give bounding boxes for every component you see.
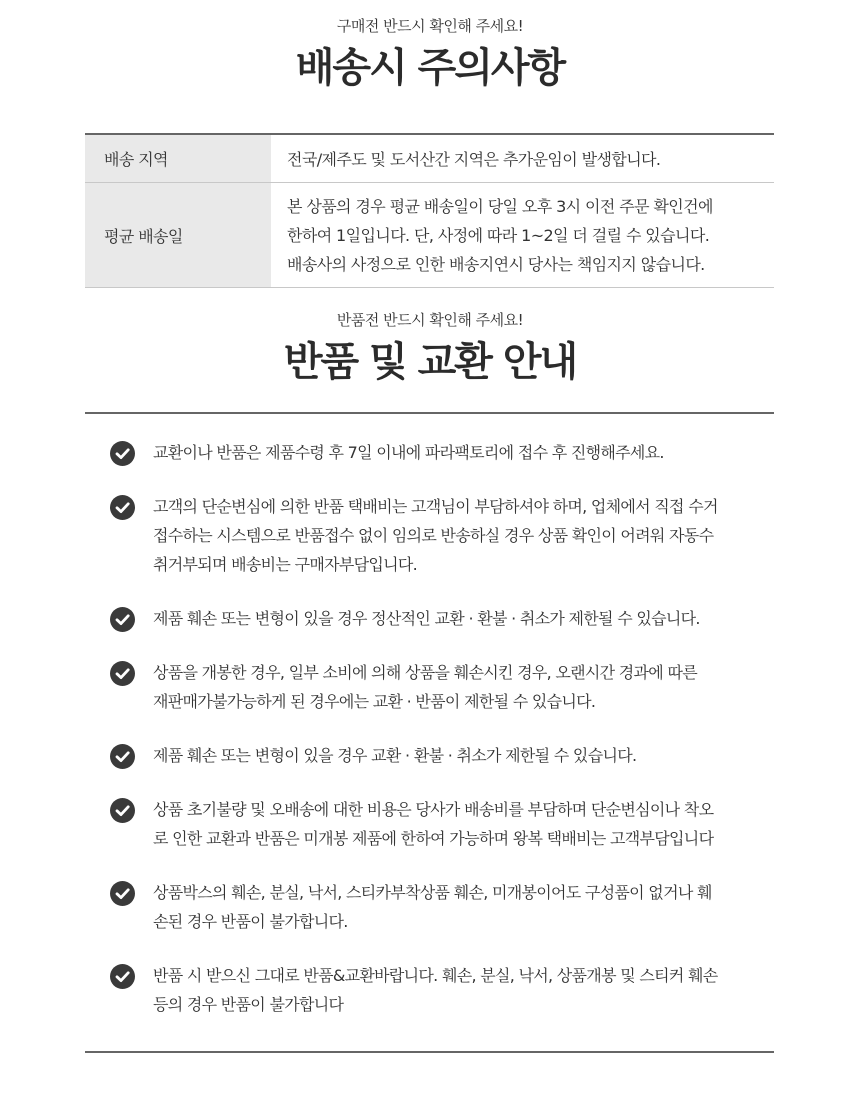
shipping-header bbox=[0, 0, 860, 96]
notice-line: 상품박스의 훼손, 분실, 낙서, 스티카부착상품 훼손, 미개봉이어도 구성품이 없거나 훼 bbox=[153, 883, 712, 902]
list-item bbox=[110, 878, 780, 936]
notice-line: 손된 경우 반품이 불가합니다. bbox=[153, 912, 348, 931]
returns-title: 반품 및 교환 안내 bbox=[283, 339, 577, 385]
shipping-area-line: 전국/제주도 및 도서산간 지역은 추가운임이 발생합니다. bbox=[287, 150, 661, 169]
notice-line: 교환이나 반품은 제품수령 후 7일 이내에 파라팩토리에 접수 후 진행해주세요. bbox=[153, 443, 664, 462]
section-divider-top bbox=[85, 412, 774, 414]
shipping-title: 배송시 주의사항 bbox=[295, 45, 565, 91]
returns-eyebrow: 반품전 반드시 확인해 주세요! bbox=[336, 311, 524, 329]
list-item bbox=[110, 961, 780, 1019]
list-item bbox=[110, 492, 780, 579]
notice-line: 제품 훼손 또는 변형이 있을 경우 교환 · 환불 · 취소가 제한될 수 있습니다. bbox=[153, 746, 637, 765]
avg-delivery-line: 배송사의 사정으로 인한 배송지연시 당사는 책임지지 않습니다. bbox=[287, 254, 705, 274]
list-item bbox=[110, 658, 780, 716]
check-circle-icon bbox=[110, 881, 135, 906]
notice-line: 제품 훼손 또는 변형이 있을 경우 정산적인 교환 · 환불 · 취소가 제한될 수 있습니다. bbox=[153, 609, 700, 628]
notice-line: 상품 초기불량 및 오배송에 대한 비용은 당사가 배송비를 부담하며 단순변심이나 착오 bbox=[153, 800, 714, 819]
table-row bbox=[85, 134, 774, 183]
shipping-area-value bbox=[271, 134, 774, 183]
avg-delivery-line: 본 상품의 경우 평균 배송일이 당일 오후 3시 이전 주문 확인건에 bbox=[287, 196, 713, 216]
table-row bbox=[85, 183, 774, 288]
section-divider-bottom bbox=[85, 1051, 774, 1053]
returns-notice-list bbox=[110, 438, 780, 1044]
list-item bbox=[110, 604, 780, 633]
list-item bbox=[110, 438, 780, 467]
check-circle-icon bbox=[110, 495, 135, 520]
shipping-area-label: 배송 지역 bbox=[85, 134, 271, 183]
list-item bbox=[110, 741, 780, 770]
list-item bbox=[110, 795, 780, 853]
check-circle-icon bbox=[110, 441, 135, 466]
notice-line: 취거부되며 배송비는 구매자부담입니다. bbox=[153, 555, 418, 574]
shipping-eyebrow: 구매전 반드시 확인해 주세요! bbox=[336, 17, 524, 35]
notice-line: 상품을 개봉한 경우, 일부 소비에 의해 상품을 훼손시킨 경우, 오랜시간 경과에 따른 bbox=[153, 663, 697, 682]
returns-header bbox=[0, 308, 860, 392]
check-circle-icon bbox=[110, 964, 135, 989]
check-circle-icon bbox=[110, 744, 135, 769]
notice-line: 로 인한 교환과 반품은 미개봉 제품에 한하여 가능하며 왕복 택배비는 고객부담입니다 bbox=[153, 829, 714, 848]
notice-line: 고객의 단순변심에 의한 반품 택배비는 고객님이 부담하셔야 하며, 업체에서 직접 수거 bbox=[153, 497, 718, 516]
notice-line: 반품 시 받으신 그대로 반품&교환바랍니다. 훼손, 분실, 낙서, 상품개봉 및 스티커 훼손 bbox=[153, 966, 718, 985]
notice-line: 등의 경우 반품이 불가합니다 bbox=[153, 995, 344, 1014]
shipping-info-table bbox=[85, 133, 774, 288]
avg-delivery-value bbox=[271, 183, 774, 288]
avg-delivery-line: 한하여 1일입니다. 단, 사정에 따라 1~2일 더 걸릴 수 있습니다. bbox=[287, 225, 710, 245]
check-circle-icon bbox=[110, 798, 135, 823]
check-circle-icon bbox=[110, 661, 135, 686]
notice-line: 재판매가불가능하게 된 경우에는 교환 · 반품이 제한될 수 있습니다. bbox=[153, 692, 596, 711]
notice-line: 접수하는 시스템으로 반품접수 없이 임의로 반송하실 경우 상품 확인이 어려워 자동수 bbox=[153, 526, 714, 545]
check-circle-icon bbox=[110, 607, 135, 632]
avg-delivery-label: 평균 배송일 bbox=[85, 183, 271, 288]
